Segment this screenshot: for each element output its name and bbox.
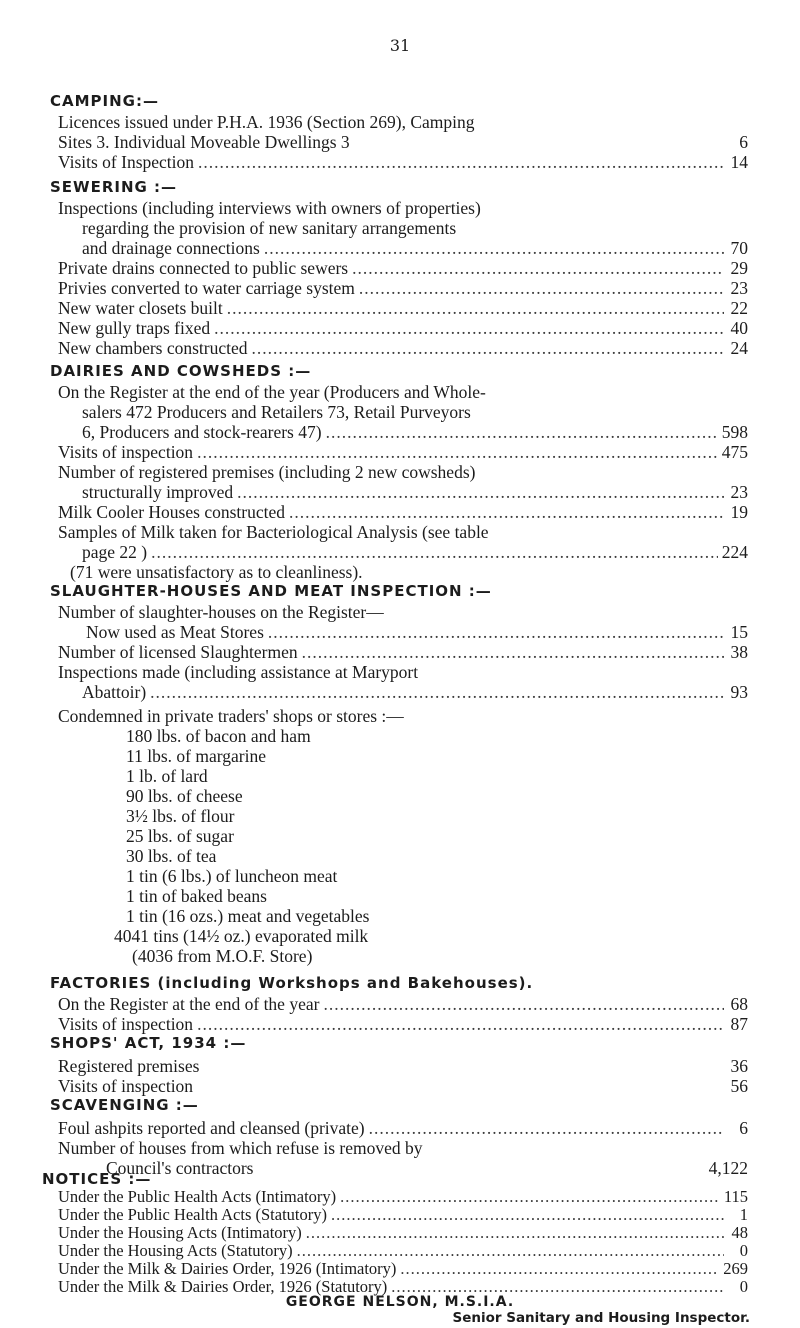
unsatisfactory-note: (71 were unsatisfactory as to cleanliness). — [70, 562, 363, 582]
notice-value: 269 — [723, 1259, 748, 1278]
meat-stores-label: Now used as Meat Stores — [86, 622, 264, 642]
camping-visits-label: Visits of Inspection — [58, 152, 195, 172]
factories-register-value: 68 — [730, 994, 748, 1014]
notice-row — [58, 1242, 748, 1260]
gully-traps-row — [58, 318, 748, 338]
condemned-item: 90 lbs. of cheese — [126, 786, 243, 806]
inspections-value: 93 — [730, 682, 748, 702]
shops-registered-label: Registered premises — [58, 1056, 200, 1076]
dot-leader — [227, 298, 724, 318]
notice-label: Under the Housing Acts (Statutory) — [58, 1241, 293, 1260]
dairies-register-line-2: salers 472 Producers and Retailers 73, Retail Purveyors — [82, 402, 471, 422]
factories-visits-label: Visits of inspection — [58, 1014, 194, 1034]
notice-label: Under the Public Health Acts (Statutory) — [58, 1205, 327, 1224]
meat-stores-row — [86, 622, 748, 642]
notice-row — [58, 1188, 748, 1206]
water-closets-value: 22 — [730, 298, 748, 318]
chambers-row — [58, 338, 748, 358]
dot-leader — [302, 642, 724, 662]
private-drains-label: Private drains connected to public sewers — [58, 258, 349, 278]
dairies-visits-row — [58, 442, 748, 462]
dairies-heading: DAIRIES AND COWSHEDS :— — [50, 362, 312, 380]
shops-visits-label: Visits of inspection — [58, 1076, 194, 1096]
dot-leader — [306, 1224, 724, 1242]
samples-line-2: page 22 ) — [82, 542, 148, 562]
ashpits-row — [58, 1118, 748, 1138]
water-closets-label: New water closets built — [58, 298, 223, 318]
private-drains-row — [58, 258, 748, 278]
condemned-item: 3½ lbs. of flour — [126, 806, 235, 826]
condemned-item: 180 lbs. of bacon and ham — [126, 726, 311, 746]
inspections-row — [82, 682, 748, 702]
samples-row — [82, 542, 748, 562]
dot-leader — [289, 502, 724, 522]
factories-visits-value: 87 — [730, 1014, 748, 1034]
factories-register-row — [58, 994, 748, 1014]
notice-label: Under the Public Health Acts (Intimatory) — [58, 1187, 337, 1206]
dairies-premises-row — [82, 482, 748, 502]
dot-leader — [150, 682, 724, 702]
dot-leader — [264, 238, 724, 258]
camping-heading: CAMPING:— — [50, 92, 159, 110]
page-number: 31 — [389, 36, 411, 55]
gully-traps-value: 40 — [730, 318, 748, 338]
dot-leader — [331, 1206, 724, 1224]
water-closets-row — [58, 298, 748, 318]
factories-register-label: On the Register at the end of the year — [58, 994, 320, 1014]
dot-leader — [268, 622, 724, 642]
dairies-premises-line-1: Number of registered premises (including 2 new cowsheds) — [58, 462, 476, 482]
dot-leader — [237, 482, 724, 502]
samples-line-1: Samples of Milk taken for Bacteriological Analysis (see table — [58, 522, 489, 542]
slaughtermen-row — [58, 642, 748, 662]
chambers-value: 24 — [730, 338, 748, 358]
milk-cooler-label: Milk Cooler Houses constructed — [58, 502, 285, 522]
inspections-line-2: Abattoir) — [82, 682, 147, 702]
factories-heading: FACTORIES (including Workshops and Bakehouses). — [50, 974, 534, 992]
dot-leader — [151, 542, 718, 562]
condemned-item: 1 tin (6 lbs.) of luncheon meat — [126, 866, 338, 886]
dairies-visits-label: Visits of inspection — [58, 442, 194, 462]
notice-value: 115 — [723, 1187, 748, 1206]
notice-label: Under the Milk & Dairies Order, 1926 (Statutory) — [58, 1277, 388, 1296]
camping-visits-row — [58, 152, 748, 172]
signature-title: Senior Sanitary and Housing Inspector. — [452, 1310, 750, 1326]
houses-line-1: Number of houses from which refuse is removed by — [58, 1138, 423, 1158]
condemned-item-note: (4036 from M.O.F. Store) — [132, 946, 313, 966]
sewering-intro-line-3: and drainage connections — [82, 238, 260, 258]
notice-value: 0 — [739, 1241, 748, 1260]
dot-leader — [198, 152, 724, 172]
scavenging-heading: SCAVENGING :— — [50, 1096, 199, 1114]
notice-value: 48 — [731, 1223, 748, 1242]
dairies-premises-line-2: structurally improved — [82, 482, 234, 502]
privies-label: Privies converted to water carriage system — [58, 278, 355, 298]
notice-value: 0 — [739, 1277, 748, 1296]
condemned-item: 30 lbs. of tea — [126, 846, 217, 866]
notices-heading: NOTICES :— — [42, 1170, 152, 1188]
ashpits-value: 6 — [739, 1118, 748, 1138]
shops-visits-row — [58, 1076, 748, 1096]
houses-line-2: Council's contractors — [106, 1158, 254, 1178]
sewering-heading: SEWERING :— — [50, 178, 178, 196]
shops-visits-value: 56 — [730, 1076, 748, 1096]
meat-stores-value: 15 — [730, 622, 748, 642]
condemned-item: 25 lbs. of sugar — [126, 826, 234, 846]
notice-row — [58, 1260, 748, 1278]
chambers-label: New chambers constructed — [58, 338, 248, 358]
slaughtermen-label: Number of licensed Slaughtermen — [58, 642, 298, 662]
gully-traps-label: New gully traps fixed — [58, 318, 211, 338]
dairies-register-line-1: On the Register at the end of the year (Producers and Whole- — [58, 382, 486, 402]
privies-row — [58, 278, 748, 298]
dot-leader — [369, 1118, 724, 1138]
dot-leader — [197, 442, 718, 462]
camping-licences-text: Licences issued under P.H.A. 1936 (Section 269), Camping — [58, 112, 475, 132]
dot-leader — [197, 1014, 724, 1034]
dot-leader — [323, 994, 724, 1014]
shops-heading: SHOPS' ACT, 1934 :— — [50, 1034, 247, 1052]
private-drains-value: 29 — [730, 258, 748, 278]
sewering-intro-line-1: Inspections (including interviews with owners of properties) — [58, 198, 481, 218]
factories-visits-row — [58, 1014, 748, 1034]
ashpits-label: Foul ashpits reported and cleansed (private) — [58, 1118, 365, 1138]
dairies-visits-value: 475 — [721, 442, 748, 462]
inspections-line-1: Inspections made (including assistance at Maryport — [58, 662, 419, 682]
shops-registered-row — [58, 1056, 748, 1076]
condemned-item: 1 tin of baked beans — [126, 886, 267, 906]
dot-leader — [214, 318, 724, 338]
privies-value: 23 — [730, 278, 748, 298]
slaughter-register-line: Number of slaughter-houses on the Register— — [58, 602, 384, 622]
condemned-heading: Condemned in private traders' shops or stores :— — [58, 706, 404, 726]
dot-leader — [252, 338, 724, 358]
samples-value: 224 — [721, 542, 748, 562]
houses-row — [106, 1158, 748, 1178]
camping-sites-value: 6 — [739, 132, 748, 152]
notice-label: Under the Housing Acts (Intimatory) — [58, 1223, 302, 1242]
camping-sites-label: Sites 3. Individual Moveable Dwellings 3 — [58, 132, 350, 152]
dot-leader — [400, 1260, 719, 1278]
sewering-intro-line-2: regarding the provision of new sanitary arrangements — [82, 218, 457, 238]
milk-cooler-value: 19 — [730, 502, 748, 522]
notice-label: Under the Milk & Dairies Order, 1926 (Intimatory) — [58, 1259, 397, 1278]
dot-leader — [326, 422, 718, 442]
dairies-register-line-3: 6, Producers and stock-rearers 47) — [82, 422, 322, 442]
dot-leader — [359, 278, 724, 298]
slaughtermen-value: 38 — [730, 642, 748, 662]
houses-value: 4,122 — [708, 1158, 748, 1178]
notice-value: 1 — [739, 1205, 748, 1224]
notice-row — [58, 1224, 748, 1242]
notice-row — [58, 1206, 748, 1224]
condemned-item: 1 tin (16 ozs.) meat and vegetables — [126, 906, 370, 926]
dairies-register-value: 598 — [721, 422, 748, 442]
dairies-premises-value: 23 — [730, 482, 748, 502]
condemned-item: 1 lb. of lard — [126, 766, 208, 786]
milk-cooler-row — [58, 502, 748, 522]
condemned-item: 4041 tins (14½ oz.) evaporated milk — [114, 926, 369, 946]
dairies-register-row — [82, 422, 748, 442]
camping-visits-value: 14 — [730, 152, 748, 172]
sewering-intro-row — [82, 238, 748, 258]
sewering-intro-value: 70 — [730, 238, 748, 258]
dot-leader — [297, 1242, 724, 1260]
slaughter-heading: SLAUGHTER-HOUSES AND MEAT INSPECTION :— — [50, 582, 492, 600]
shops-registered-value: 36 — [730, 1056, 748, 1076]
condemned-item: 11 lbs. of margarine — [126, 746, 266, 766]
camping-sites-row — [58, 132, 748, 152]
dot-leader — [352, 258, 724, 278]
dot-leader — [340, 1188, 720, 1206]
signature-name: GEORGE NELSON, M.S.I.A. — [285, 1294, 515, 1310]
